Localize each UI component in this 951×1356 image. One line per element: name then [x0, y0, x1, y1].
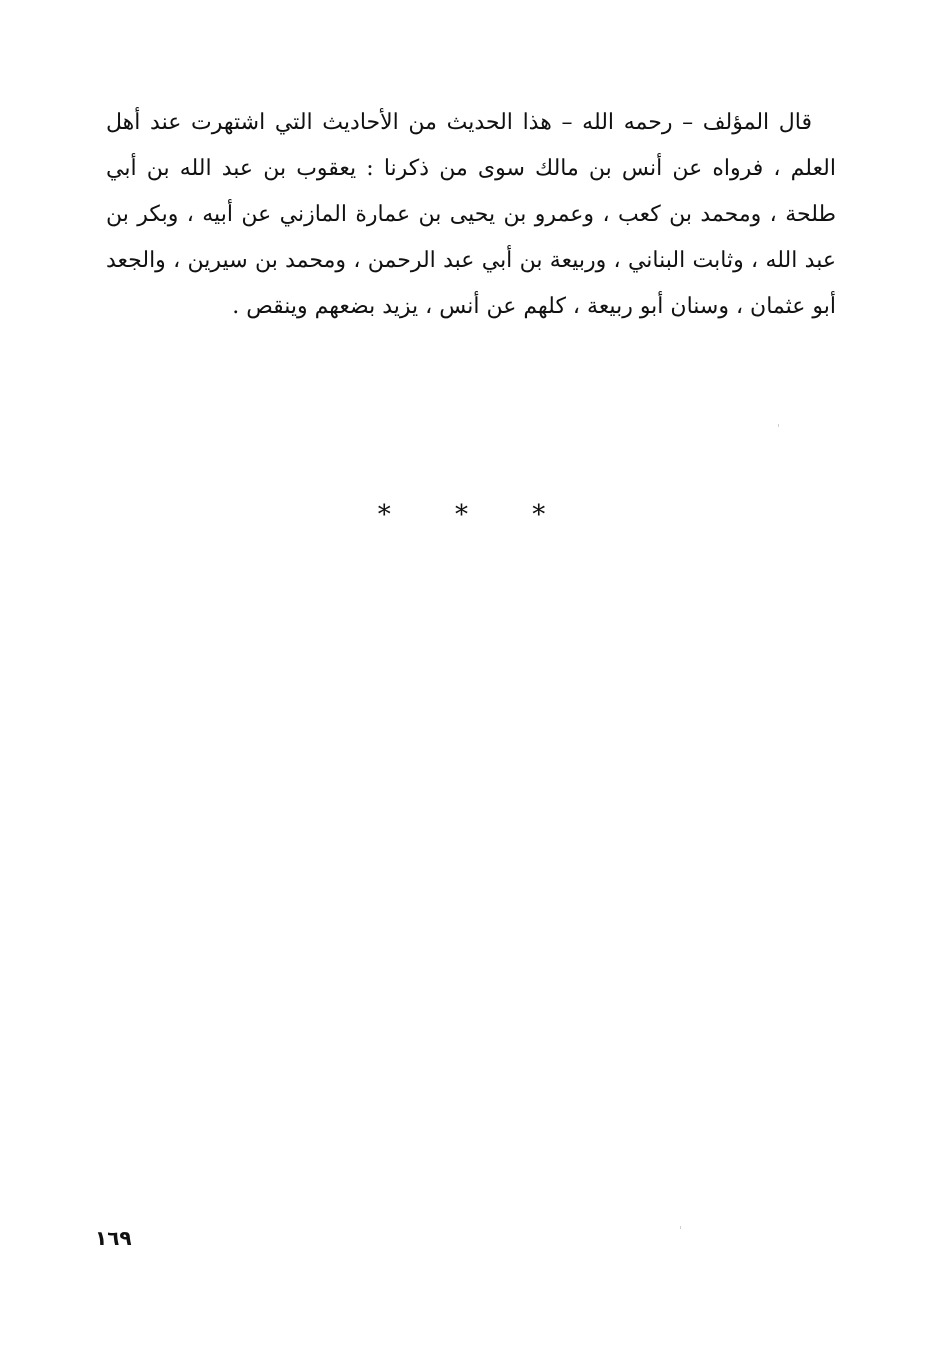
main-paragraph — [106, 100, 836, 330]
paragraph-line-5: أبو عثمان ، وسنان أبو ربيعة ، كلهم عن أنس ، يزيد بضعهم وينقص . — [232, 294, 836, 319]
paragraph-line-2: العلم ، فرواه عن أنس بن مالك سوى من ذكرنا : يعقوب بن عبد الله بن أبي — [106, 156, 836, 181]
paragraph-line-3: طلحة ، ومحمد بن كعب ، وعمرو بن يحيى بن عمارة المازني عن أبيه ، وبكر بن — [106, 202, 836, 227]
scan-speck — [778, 424, 779, 427]
paragraph-line-1: قال المؤلف – رحمه الله – هذا الحديث من الأحاديث التي اشتهرت عند أهل — [106, 110, 812, 135]
scan-speck — [680, 1226, 681, 1229]
page-number: ١٦٩ — [95, 1226, 132, 1250]
paragraph-line-4: عبد الله ، وثابت البناني ، وربيعة بن أبي عبد الرحمن ، ومحمد بن سيرين ، والجعد — [106, 248, 836, 273]
section-separator: * * * — [377, 500, 574, 530]
